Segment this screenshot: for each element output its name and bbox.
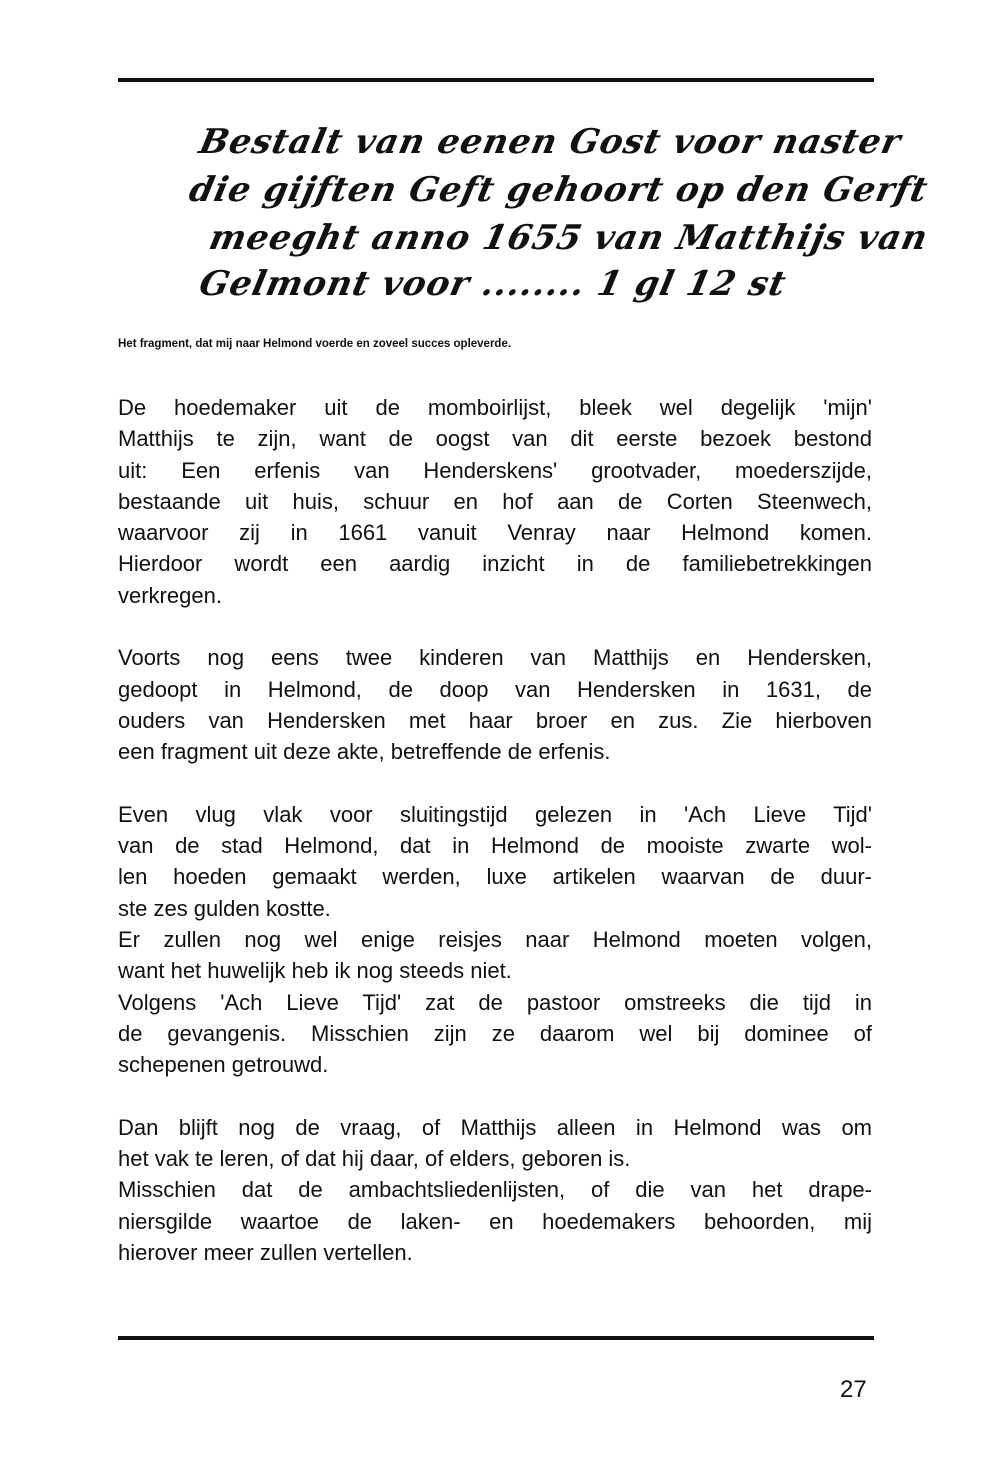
- text-line: verkregen.: [118, 582, 222, 608]
- text-line: Volgens 'Ach Lieve Tijd' zat de pastoor omstreeks die tijd in: [118, 989, 872, 1015]
- handwriting-line: die gijften Geft gehoort op den Gerft: [185, 170, 932, 210]
- handwriting-line: meeght anno 1655 van Matthijs van: [205, 218, 932, 258]
- paragraph: [118, 1112, 872, 1268]
- text-line: waarvoor zij in 1661 vanuit Venray naar Helmond komen.: [118, 520, 872, 546]
- text-line: niersgilde waartoe de laken- en hoedemakers behoorden, mij: [118, 1208, 872, 1234]
- paragraph: [118, 642, 872, 767]
- paragraph-gap: [118, 611, 872, 642]
- text-line: De hoedemaker uit de momboirlijst, bleek wel degelijk 'mijn': [118, 395, 872, 420]
- handwritten-fragment-image: [185, 112, 932, 322]
- text-line: hierover meer zullen vertellen.: [118, 1240, 413, 1266]
- text-line: ouders van Hendersken met haar broer en zus. Zie hierboven: [118, 707, 872, 733]
- bottom-rule: [118, 1336, 874, 1340]
- text-line: een fragment uit deze akte, betreffende de erfenis.: [118, 739, 611, 765]
- text-line: Matthijs te zijn, want de oogst van dit eerste bezoek bestond: [118, 426, 872, 452]
- paragraph-gap: [118, 768, 872, 799]
- paragraph: [118, 392, 872, 611]
- text-line: Misschien dat de ambachtsliedenlijsten, of die van het drape-: [118, 1177, 872, 1203]
- handwriting-line: Gelmont voor ........ 1 gl 12 st: [195, 264, 791, 304]
- text-line: uit: Een erfenis van Henderskens' grootvader, moederszijde,: [118, 457, 872, 483]
- body-text: [118, 392, 872, 1268]
- text-line: Er zullen nog wel enige reisjes naar Helmond moeten volgen,: [118, 927, 872, 953]
- top-rule: [118, 78, 874, 82]
- figure-caption: Het fragment, dat mij naar Helmond voerde en zoveel succes opleverde.: [118, 338, 512, 350]
- text-line: len hoeden gemaakt werden, luxe artikelen waarvan de duur-: [118, 864, 872, 890]
- text-line: ste zes gulden kostte.: [118, 895, 331, 921]
- text-line: Hierdoor wordt een aardig inzicht in de familiebetrekkingen: [118, 551, 872, 577]
- page-number: 27: [840, 1376, 867, 1403]
- paragraph-gap: [118, 1081, 872, 1112]
- text-line: Even vlug vlak voor sluitingstijd gelezen in 'Ach Lieve Tijd': [118, 801, 872, 827]
- text-line: want het huwelijk heb ik nog steeds niet.: [118, 958, 512, 984]
- handwriting-line: Bestalt van eenen Gost voor naster: [195, 122, 905, 162]
- text-line: schepenen getrouwd.: [118, 1052, 329, 1078]
- text-line: van de stad Helmond, dat in Helmond de mooiste zwarte wol-: [118, 833, 872, 859]
- text-line: gedoopt in Helmond, de doop van Hendersken in 1631, de: [118, 676, 872, 702]
- text-line: het vak te leren, of dat hij daar, of elders, geboren is.: [118, 1146, 631, 1172]
- text-line: Voorts nog eens twee kinderen van Matthijs en Hendersken,: [118, 645, 872, 671]
- text-line: bestaande uit huis, schuur en hof aan de Corten Steenwech,: [118, 488, 872, 514]
- paragraph: [118, 799, 872, 1081]
- text-line: de gevangenis. Misschien zijn ze daarom wel bij dominee of: [118, 1020, 872, 1046]
- text-line: Dan blijft nog de vraag, of Matthijs alleen in Helmond was om: [118, 1114, 872, 1140]
